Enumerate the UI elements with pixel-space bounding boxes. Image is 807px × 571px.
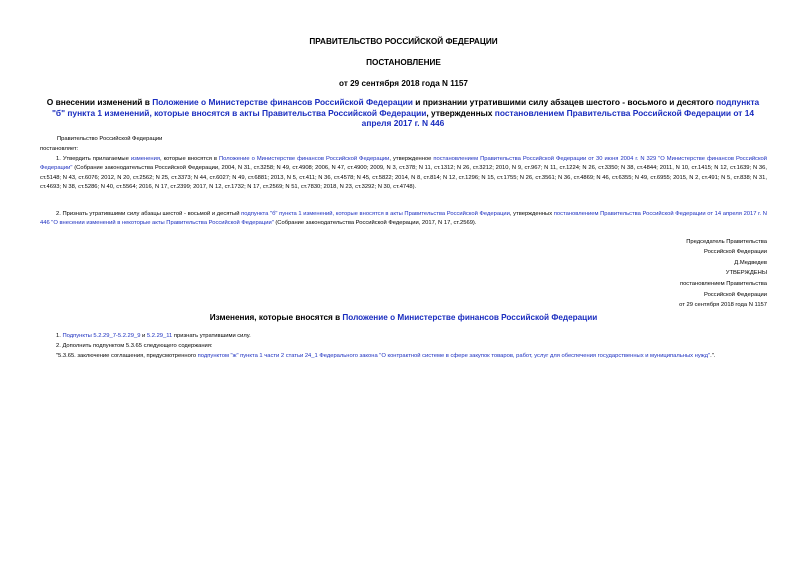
item1-link-regulation[interactable]: Положение о Министерстве финансов Российской Федерации [218,156,390,162]
item2-link-subclause[interactable]: подпункта "б" пункта 1 изменений, которые вносятся в акты Правительства Российской Федерации [241,211,510,217]
change1-text-1: 1. [56,333,63,339]
change1-link-subclause-11[interactable]: 5.2.29_11 [146,333,173,339]
changes-title-link[interactable]: Положение о Министерстве финансов Российской Федерации [342,313,598,322]
changes-title-text: Изменения, которые вносятся в [209,313,343,322]
item1-text-3: , утвержденное [389,156,434,162]
change1-text-3: признать утратившими силу. [172,333,251,339]
item1-text-4: (Собрание законодательства Российской Федерации, 2004, N 31, ст.3258; N 49, ст.4908; 2006, N 47, ст.4900; 2009, N 3, ст.378; N 11, ст.1312; N 26, ст.3212; 2010, N 9, ст.967; N 11, ст.1224; N 26, ст.3350; N 38, ст.4844; 2011, N 10, ст.1415; N 12, ст.1639; N 36, ст.5148; N 43, ст.6076; 2012, N 20, ст.2562; N 25, ст.3373; N 44, ст.6027; N 49, ст.6881; 2013, N 5, ст.411; N 36, ст.4578; N 45, ст.5822; 2014, N 8, ст.814; N 12, ст.1296; N 15, ст.1755; N 26, ст.3561; N 36, ст.4869; N 46, ст.6355; N 49, ст.6955; 2015, N 2, ст.491; N 5, ст.838; N 31, ст.4693; N 38, ст.5286; N 40, ст.5564; 2016, N 17, ст.2399; 2017, N 12, ст.1732; N 17, ст.2569; N 51, ст.7830; 2018, N 23, ст.3292; N 30, ст.4748). [40,165,767,191]
document-date: от 29 сентября 2018 года N 1157 [339,79,468,88]
item1-text-2: , которые вносятся в [159,156,219,162]
title-text-3: , утвержденных [426,107,495,118]
change-1 [56,332,251,341]
preamble-line-1: Правительство Российской Федерации [57,136,163,142]
item2-text-2: , утвержденных [509,211,554,217]
approved-line-3: Российской Федерации [703,292,767,298]
item1-link-changes[interactable]: изменения [130,156,160,162]
title-text-1: О внесении изменений в [46,97,153,107]
item-1-paragraph [40,155,767,193]
title-link-regulation[interactable]: Положение о Министерстве финансов Российской Федерации [152,97,413,107]
item2-text-3: (Собрание законодательства Российской Федерации, 2017, N 17, ст.2569). [273,220,477,227]
approved-date: от 29 сентября 2018 года N 1157 [679,302,767,308]
change1-link-subclauses[interactable]: Подпункты 5.2.29_7-5.2.29_9 [62,333,141,339]
signature-line-2: Российской Федерации [703,249,767,255]
approved-label: УТВЕРЖДЕНЫ [725,270,767,276]
item1-link-resolution[interactable]: постановлением Правительства Российской Федерации от 30 июня 2004 г. N 329 "О Министерстве финансов Российской Федерации" [40,156,768,172]
change1-text-2: и [140,333,147,339]
document-type: ПОСТАНОВЛЕНИЕ [366,58,441,67]
change-3-paragraph [40,352,767,361]
item2-link-resolution[interactable]: постановлением Правительства Российской Федерации от 14 апреля 2017 г. N 446 "О внесении изменений в некоторые акты Правительства Российской Федерации" [40,211,767,227]
title-link-resolution[interactable]: постановлением Правительства Российской Федерации от 14 апреля 2017 г. N 446 [361,107,755,128]
document-title [42,97,764,129]
approved-line-2: постановлением Правительства [679,281,767,287]
title-text-2: и признании утратившими силу абзацев шестого - восьмого и десятого [412,97,717,107]
government-header: ПРАВИТЕЛЬСТВО РОССИЙСКОЙ ФЕДЕРАЦИИ [309,37,498,46]
change3-text-1: "5.3.65. заключение соглашения, предусмотренного [56,353,198,359]
change-2: 2. Дополнить подпунктом 5.3.65 следующего содержания: [56,343,213,349]
change3-link-federal-law[interactable]: подпунктом "ж" пункта 1 части 2 статьи 24_1 Федерального закона "О контрактной системе в сфере закупок товаров, работ, услуг для обеспечения государственных и муниципальных нужд" [197,353,711,359]
preamble-line-2: постановляет: [40,146,79,152]
signature-name: Д.Медведев [734,260,767,266]
item-2-paragraph [40,210,767,229]
changes-title [0,313,807,322]
item2-text-1: 2. Признать утратившими силу абзацы шестой - восьмой и десятый [56,211,242,217]
item1-text-1: 1. Утвердить прилагаемые [56,156,131,162]
change3-text-2: .". [710,353,716,359]
signature-line-1: Председатель Правительства [686,239,767,245]
title-link-subclause[interactable]: подпункта "б" пункта 1 изменений, которые вносятся в акты Правительства Российской Федерации [51,97,760,118]
